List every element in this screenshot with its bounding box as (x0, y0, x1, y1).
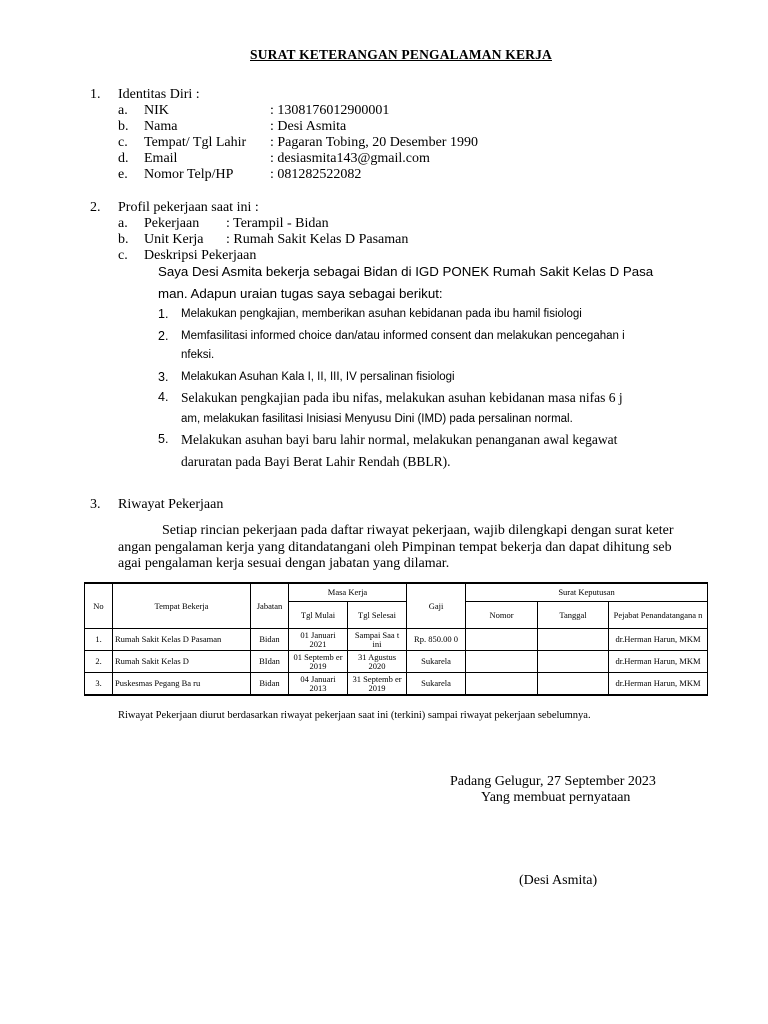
cell-nomor (466, 673, 538, 696)
identity-label-nik: NIK (144, 103, 169, 118)
cell-tgl-mulai: 01 Januari 2021 (289, 629, 348, 651)
cell-tgl-selesai: Sampai Saa t ini (348, 629, 407, 651)
identity-letter-e: e. (118, 167, 128, 182)
job-value-unit: : Rumah Sakit Kelas D Pasaman (226, 232, 409, 247)
signature-name: (Desi Asmita) (519, 873, 598, 888)
section2-title: Profil pekerjaan saat ini : (118, 200, 259, 215)
identity-letter-d: d. (118, 151, 129, 166)
job-value-pekerjaan: : Terampil - Bidan (226, 216, 329, 231)
cell-tgl-mulai: 04 Januari 2013 (289, 673, 348, 696)
history-paragraph-line-3: agai pengalaman kerja sesuai dengan jabatan yang dilamar. (118, 556, 450, 571)
cell-tgl-mulai: 01 Septemb er 2019 (289, 651, 348, 673)
header-pejabat: Pejabat Penandatangana n (609, 602, 708, 629)
identity-value-email: : desiasmita143@gmail.com (270, 151, 430, 166)
section2-number: 2. (90, 200, 101, 215)
cell-pejabat: dr.Herman Harun, MKM (609, 651, 708, 673)
signature-place-date: Padang Gelugur, 27 September 2023 (450, 774, 656, 789)
history-paragraph-line-2: angan pengalaman kerja yang ditandatangani oleh Pimpinan tempat bekerja dan dapat dihitung seb (118, 540, 672, 555)
cell-jabatan: BIdan (251, 651, 289, 673)
task-text: Selakukan pengkajian pada ibu nifas, melakukan asuhan kebidanan masa nifas 6 j (181, 390, 623, 405)
cell-nomor (466, 629, 538, 651)
history-paragraph-line-1: Setiap rincian pekerjaan pada daftar riwayat pekerjaan, wajib dilengkapi dengan surat keter (162, 523, 674, 538)
cell-jabatan: Bidan (251, 629, 289, 651)
identity-letter-c: c. (118, 135, 128, 150)
identity-label-ttl: Tempat/ Tgl Lahir (144, 135, 247, 150)
cell-tempat: Rumah Sakit Kelas D Pasaman (113, 629, 251, 651)
header-surat-keputusan: Surat Keputusan (466, 583, 708, 602)
cell-pejabat: dr.Herman Harun, MKM (609, 629, 708, 651)
cell-jabatan: Bidan (251, 673, 289, 696)
cell-tempat: Rumah Sakit Kelas D (113, 651, 251, 673)
cell-gaji: Sukarela (407, 651, 466, 673)
cell-tgl-selesai: 31 Septemb er 2019 (348, 673, 407, 696)
cell-tanggal (538, 629, 609, 651)
identity-value-ttl: : Pagaran Tobing, 20 Desember 1990 (270, 135, 478, 150)
header-tanggal: Tanggal (538, 602, 609, 629)
header-no: No (85, 583, 113, 629)
header-gaji: Gaji (407, 583, 466, 629)
task-text-continuation: daruratan pada Bayi Berat Lahir Rendah (BBLR). (181, 454, 451, 469)
header-tgl-mulai: Tgl Mulai (289, 602, 348, 629)
task-text-continuation: nfeksi. (181, 349, 215, 361)
section3-title: Riwayat Pekerjaan (118, 497, 224, 512)
cell-tanggal (538, 651, 609, 673)
description-line-2: man. Adapun uraian tugas saya sebagai berikut: (158, 286, 443, 301)
cell-nomor (466, 651, 538, 673)
cell-tanggal (538, 673, 609, 696)
cell-no: 1. (85, 629, 113, 651)
section1-title: Identitas Diri : (118, 87, 200, 102)
task-text-continuation: am, melakukan fasilitasi Inisiasi Menyusu Dini (IMD) pada persalinan normal. (181, 413, 573, 425)
header-jabatan: Jabatan (251, 583, 289, 629)
cell-gaji: Sukarela (407, 673, 466, 696)
cell-pejabat: dr.Herman Harun, MKM (609, 673, 708, 696)
header-tgl-selesai: Tgl Selesai (348, 602, 407, 629)
task-text: Memfasilitasi informed choice dan/atau informed consent dan melakukan pencegahan i (181, 330, 625, 342)
task-text: Melakukan pengkajian, memberikan asuhan kebidanan pada ibu hamil fisiologi (181, 308, 582, 320)
task-number: 5. (158, 432, 169, 446)
identity-value-nama: : Desi Asmita (270, 119, 347, 134)
section3-number: 3. (90, 497, 101, 512)
table-row (85, 673, 708, 696)
cell-tgl-selesai: 31 Agustus 2020 (348, 651, 407, 673)
task-number: 4. (158, 390, 169, 404)
job-label-pekerjaan: Pekerjaan (144, 216, 200, 231)
table-row (85, 651, 708, 673)
identity-letter-b: b. (118, 119, 129, 134)
signature-role: Yang membuat pernyataan (481, 790, 631, 805)
cell-no: 3. (85, 673, 113, 696)
task-number: 1. (158, 307, 169, 321)
cell-tempat: Puskesmas Pegang Ba ru (113, 673, 251, 696)
work-history-table (84, 582, 708, 696)
task-number: 3. (158, 370, 169, 384)
identity-value-nik: : 1308176012900001 (270, 103, 390, 118)
header-masa-kerja: Masa Kerja (289, 583, 407, 602)
header-tempat: Tempat Bekerja (113, 583, 251, 629)
identity-letter-a: a. (118, 103, 128, 118)
document-title: SURAT KETERANGAN PENGALAMAN KERJA (250, 47, 552, 62)
job-letter-c: c. (118, 248, 128, 263)
cell-no: 2. (85, 651, 113, 673)
task-number: 2. (158, 329, 169, 343)
job-label-unit: Unit Kerja (144, 232, 204, 247)
identity-value-phone: : 081282522082 (270, 167, 362, 182)
section1-number: 1. (90, 87, 101, 102)
table-note: Riwayat Pekerjaan diurut berdasarkan riwayat pekerjaan saat ini (terkini) sampai riwayat pekerjaan sebelumnya. (118, 710, 591, 721)
task-text: Melakukan asuhan bayi baru lahir normal, melakukan penanganan awal kegawat (181, 432, 618, 447)
job-label-deskripsi: Deskripsi Pekerjaan (144, 248, 257, 263)
identity-label-nama: Nama (144, 119, 178, 134)
identity-label-phone: Nomor Telp/HP (144, 167, 234, 182)
table-row (85, 629, 708, 651)
description-line-1: Saya Desi Asmita bekerja sebagai Bidan di IGD PONEK Rumah Sakit Kelas D Pasa (158, 264, 654, 279)
task-text: Melakukan Asuhan Kala I, II, III, IV persalinan fisiologi (181, 371, 455, 383)
cell-gaji: Rp. 850.00 0 (407, 629, 466, 651)
header-nomor: Nomor (466, 602, 538, 629)
job-letter-b: b. (118, 232, 129, 247)
identity-label-email: Email (144, 151, 178, 166)
job-letter-a: a. (118, 216, 128, 231)
